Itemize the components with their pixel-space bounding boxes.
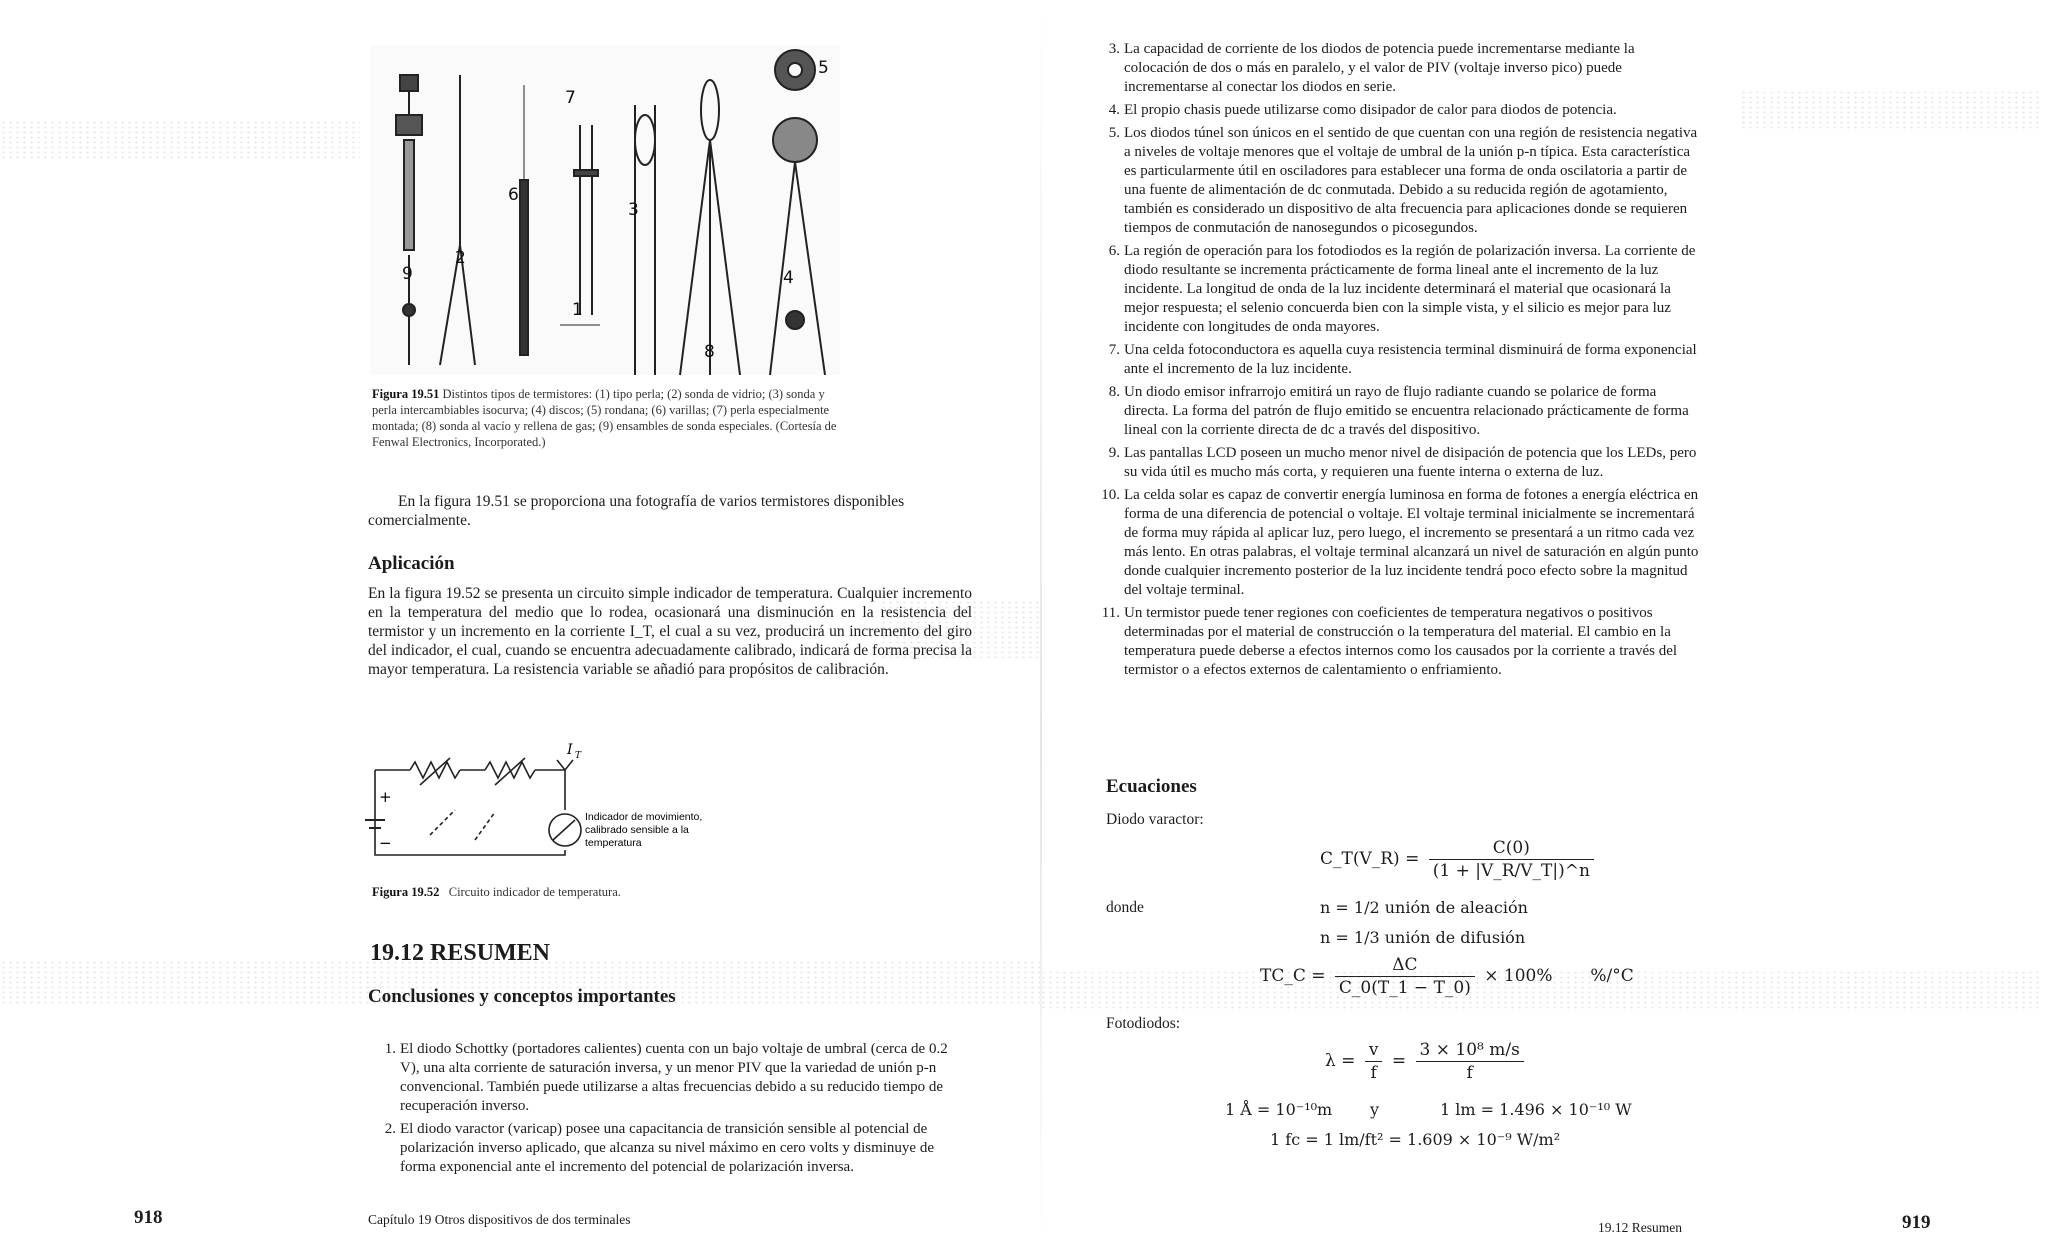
eq-fraction xyxy=(1429,838,1594,881)
caption-text: Distintos tipos de termistores: (1) tipo perla; (2) sonda de vidrio; (3) sonda y perla intercambiables isocurva; (4) discos; (5) rondana; (6) varillas; (7) perla especialmente montada; (8) sonda al vacío y rellena de gas; (9) ensambles de sonda especiales. (Cortesía de Fenwal Electronics, Incorporated.) xyxy=(372,387,837,449)
item-number: 1. xyxy=(384,1041,396,1057)
scan-noise xyxy=(0,120,360,160)
temperature-circuit xyxy=(345,740,725,870)
thermistor-photo xyxy=(370,45,840,375)
eq-unit: %/°C xyxy=(1590,966,1634,986)
item-text: El propio chasis puede utilizarse como disipador de calor para diodos de potencia. xyxy=(1124,102,1617,118)
item-number: 8. xyxy=(1108,384,1120,400)
item-text: Los diodos túnel son únicos en el sentido de que cuentan con una región de resistencia negativa a niveles de voltaje menores que el voltaje de umbral de la unión p-n típica. Esta característica es particularmente útil en osciladores para establecer una forma de onda oscilatoria a partir de una fuente de alimentación de dc conmutada. Debido a su reducida región de agotamiento, también es considerado un dispositivo de alta frecuencia para aplicaciones donde se requieren tiempos de conmutación de nanosegundos o picosegundos. xyxy=(1124,125,1698,236)
running-head-left: Capítulo 19 Otros dispositivos de dos terminales xyxy=(368,1212,631,1227)
item-text: Las pantallas LCD poseen un mucho menor nivel de disipación de potencia que los LEDs, pero su vida útil es mucho más corta, y requieren una fuente interna o externa de luz. xyxy=(1124,445,1697,480)
item-number: 2. xyxy=(384,1121,396,1137)
item-number: 3. xyxy=(1108,41,1120,57)
item-number: 9. xyxy=(1108,445,1120,461)
scan-noise xyxy=(1740,90,2040,130)
photodiodes-label: Fotodiodos: xyxy=(1106,1015,1181,1032)
and-word: y xyxy=(1370,1100,1380,1119)
eq-numerator: 3 × 10⁸ m/s xyxy=(1416,1040,1524,1062)
right-page xyxy=(1040,0,2048,1244)
item-number: 4. xyxy=(1108,102,1120,118)
application-heading: Aplicación xyxy=(368,553,455,574)
eq-lhs: TC_C = xyxy=(1260,966,1326,986)
section-heading: 19.12 RESUMEN xyxy=(370,940,551,966)
running-head-right: 19.12 Resumen xyxy=(1598,1220,1682,1235)
item-text: El diodo varactor (varicap) posee una capacitancia de transición sensible al potencial de polarización inverso aplicado, que alcanza su nivel máximo en cero volts y disminuye de forma exponencial ante el incremento del potencial de polarización inversa. xyxy=(400,1121,934,1175)
meter-label-line: calibrado sensible a la xyxy=(585,824,689,836)
tc-equation xyxy=(1260,955,1634,998)
list-item xyxy=(1100,604,1702,680)
figure-19-51-caption xyxy=(372,386,852,450)
item-number: 7. xyxy=(1108,342,1120,358)
minus-sign: − xyxy=(379,834,392,852)
list-item xyxy=(1100,444,1702,482)
varactor-equation xyxy=(1320,838,1598,881)
caption-text: Circuito indicador de temperatura. xyxy=(448,885,621,899)
eq-lhs: C_T(V_R) = xyxy=(1320,849,1420,869)
item-number: 5. xyxy=(1108,125,1120,141)
subsection-heading: Conclusiones y conceptos importantes xyxy=(368,986,676,1007)
item-number: 6. xyxy=(1108,243,1120,259)
fig51-label: 3 xyxy=(628,200,639,220)
intro-paragraph: En la figura 19.51 se proporciona una fotografía de varios termistores disponibles comercialmente. xyxy=(368,493,905,529)
eq-n-diffusion: n = 1/3 unión de difusión xyxy=(1320,928,1526,947)
fig51-label: 9 xyxy=(402,264,413,284)
fig51-label: 7 xyxy=(565,88,576,108)
list-item xyxy=(1100,40,1702,97)
eq-fraction xyxy=(1416,1040,1524,1083)
list-item xyxy=(1100,101,1702,120)
eq-denominator: C_0(T_1 − T_0) xyxy=(1338,978,1471,998)
list-item xyxy=(1100,124,1702,238)
varactor-label: Diodo varactor: xyxy=(1106,811,1204,828)
fig51-label: 4 xyxy=(783,268,794,288)
item-text: La región de operación para los fotodiodos es la región de polarización inversa. La corriente de diodo resultante se incrementa prácticamente de forma lineal ante el incremento de la luz incidente. La longitud de onda de la luz incidente determinará el material que ocasionará la mejor respuesta; el selenio concuerda bien con la simple vista, y el silicio es mejor para luz incidente con longitudes de onda mayores. xyxy=(1124,243,1696,335)
list-item xyxy=(376,1040,970,1116)
eq-n-alloy: n = 1/2 unión de aleación xyxy=(1320,898,1528,917)
list-item xyxy=(1100,383,1702,440)
item-text: Un termistor puede tener regiones con coeficientes de temperatura negativos o positivos determinadas por el material de construcción o la temperatura del material. El cambio en la temperatura puede deberse a efectos internos como los causados por la corriente a través del termistor o a efectos externos de calentamiento o enfriamiento. xyxy=(1124,605,1678,678)
summary-list-left xyxy=(376,1040,970,1181)
eq-lhs: λ = xyxy=(1325,1051,1356,1071)
equations-heading: Ecuaciones xyxy=(1106,776,1197,797)
fig51-label: 8 xyxy=(704,342,715,362)
fig51-label: 2 xyxy=(455,248,466,268)
fig51-label: 1 xyxy=(572,300,583,320)
meter-label-line: Indicador de movimiento, xyxy=(585,811,703,823)
list-item xyxy=(1100,242,1702,337)
page-number-left: 918 xyxy=(134,1207,163,1228)
current-label: I xyxy=(567,742,573,758)
eq-fraction xyxy=(1365,1040,1383,1083)
footcandle-equation: 1 fc = 1 lm/ft² = 1.609 × 10⁻⁹ W/m² xyxy=(1270,1130,1561,1149)
eq-numerator: C(0) xyxy=(1429,838,1594,860)
item-text: Un diodo emisor infrarrojo emitirá un rayo de flujo radiante cuando se polarice de forma directa. La forma del patrón de flujo emitido se encuentra relacionado prácticamente de forma lineal con la corriente directa de dc a través del dispositivo. xyxy=(1124,384,1689,438)
eq-numerator: v xyxy=(1365,1040,1383,1062)
fig51-label: 5 xyxy=(818,58,829,78)
eq-denominator: f xyxy=(1370,1063,1377,1083)
donde-label: donde xyxy=(1106,899,1144,916)
figure-19-52-caption xyxy=(372,884,792,900)
eq-denominator: (1 + |V_R/V_T|)^n xyxy=(1432,861,1590,881)
variable-resistor xyxy=(485,762,535,778)
meter-label-line: temperatura xyxy=(585,837,642,849)
caption-label: Figura 19.51 xyxy=(372,387,440,401)
item-text: La celda solar es capaz de convertir energía luminosa en forma de fotones a energía eléctrica en forma de una diferencia de potencial o voltaje. El voltaje terminal inicialmente se incrementará de forma muy rápida al aplicar luz, pero luego, el incremento se presentará a un ritmo cada vez más lento. En otras palabras, el voltaje terminal alcanzará un nivel de saturación en algún punto donde cualquier incremento posterior de la luz incidente tendrá poco efecto sobre la magnitud del voltaje terminal. xyxy=(1124,487,1699,598)
eq-equals: = xyxy=(1391,1051,1407,1071)
caption-label: Figura 19.52 xyxy=(372,885,440,899)
item-number: 10. xyxy=(1101,487,1120,503)
thermistor-resistor xyxy=(410,762,460,778)
item-text: La capacidad de corriente de los diodos de potencia puede incrementarse mediante la colocación de dos o más en paralelo, y el valor de PIV (voltaje inverso pico) puede incrementarse al conectar los diodos en serie. xyxy=(1124,41,1635,95)
eq-fraction xyxy=(1335,955,1475,998)
eq-rhs: × 100% xyxy=(1484,966,1553,986)
lumen-equation: 1 lm = 1.496 × 10⁻¹⁰ W xyxy=(1440,1100,1632,1119)
fig51-label: 6 xyxy=(508,185,519,205)
list-item xyxy=(1100,341,1702,379)
summary-list-right xyxy=(1100,40,1702,684)
angstrom-equation: 1 Å = 10⁻¹⁰m xyxy=(1225,1100,1333,1119)
list-item xyxy=(376,1120,970,1177)
item-number: 11. xyxy=(1101,605,1120,621)
page-number-right: 919 xyxy=(1902,1212,1931,1233)
eq-numerator: ΔC xyxy=(1335,955,1475,977)
plus-sign: + xyxy=(379,788,392,806)
item-text: El diodo Schottky (portadores calientes) cuenta con un bajo voltaje de umbral (cerca de 0.2 V), una alta corriente de saturación inversa, y un menor PIV que la variedad de unión p-n convencional. También puede utilizarse a altas frecuencias debido a su reducido tiempo de recuperación inverso. xyxy=(400,1041,948,1114)
eq-denominator: f xyxy=(1466,1063,1473,1083)
application-paragraph: En la figura 19.52 se presenta un circuito simple indicador de temperatura. Cualquier incremento en la temperatura del medio que lo rodea, ocasionará una disminución en la resistencia del termistor y un incremento en la corriente I_T, el cual a su vez, producirá un incremento del giro del indicador, el cual, cuando se encuentra adecuadamente calibrado, indicará de forma precisa la mayor temperatura. La resistencia variable se añadió para propósitos de calibración. xyxy=(368,585,972,678)
list-item xyxy=(1100,486,1702,600)
lambda-equation xyxy=(1325,1040,1528,1083)
item-text: Una celda fotoconductora es aquella cuya resistencia terminal disminuirá de forma exponencial ante el incremento de la luz incidente. xyxy=(1124,342,1697,377)
current-subscript: T xyxy=(575,751,582,761)
